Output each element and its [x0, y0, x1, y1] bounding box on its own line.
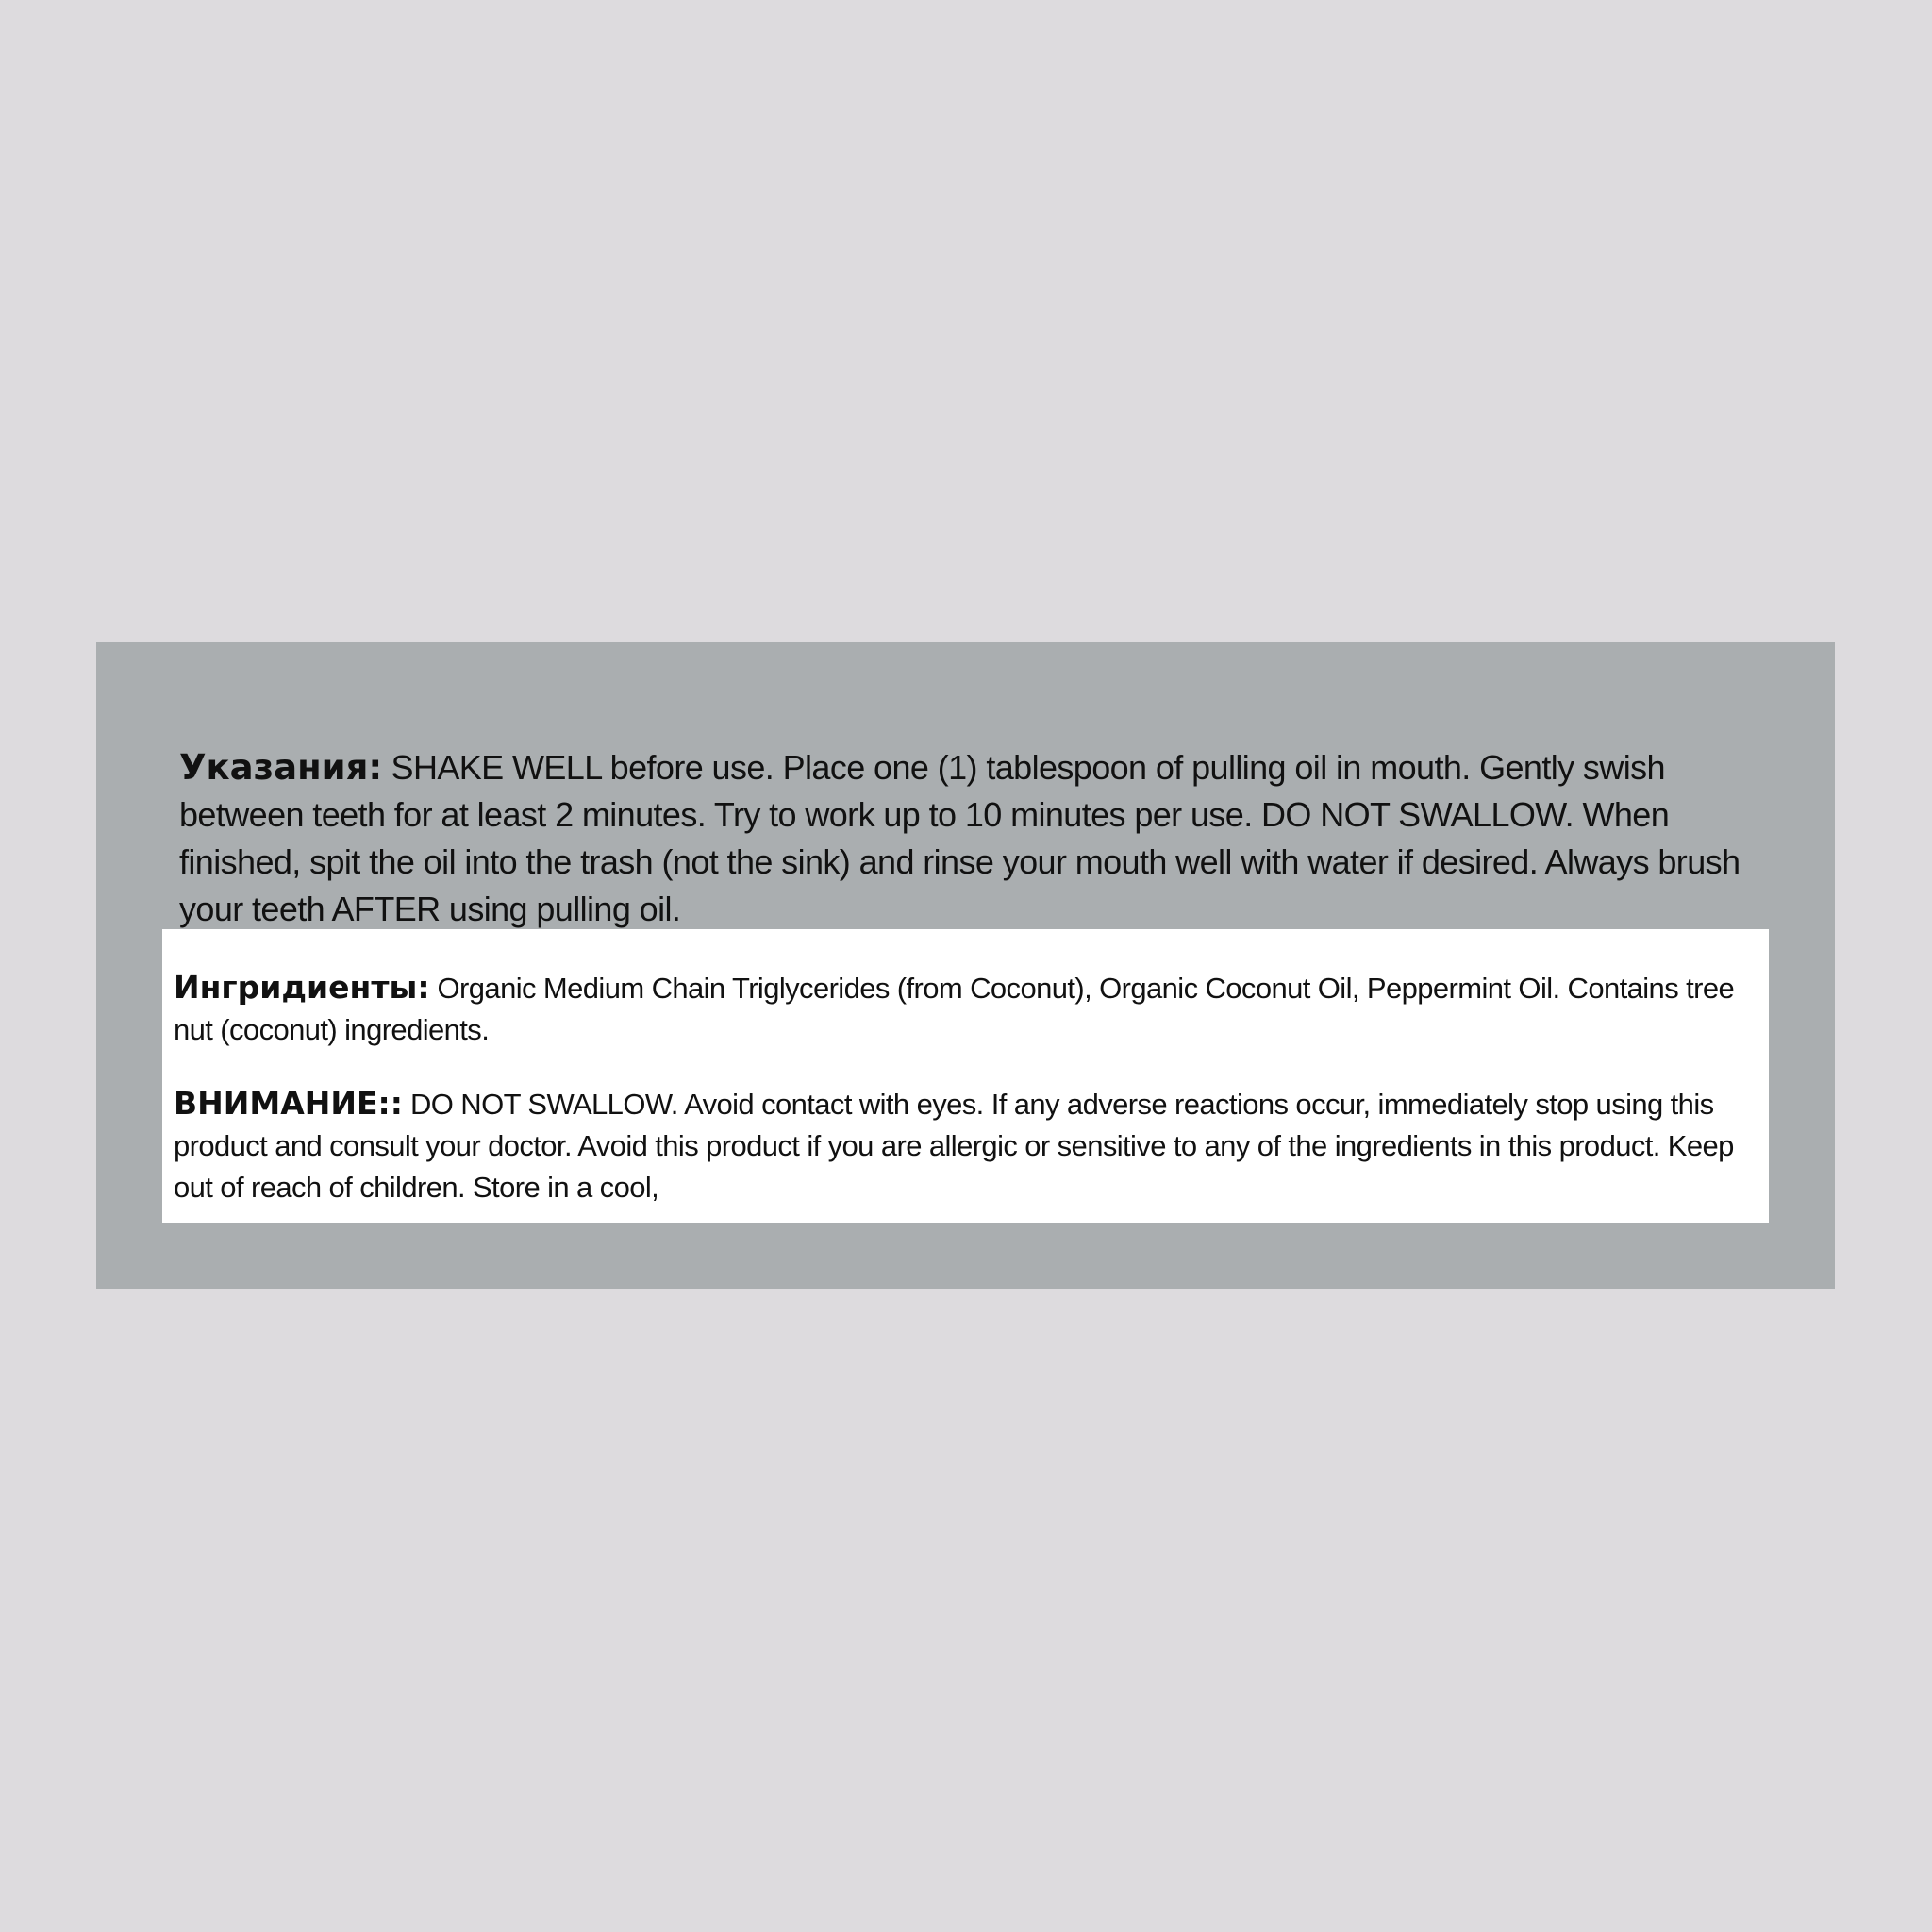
- warnings-heading: ВНИМАНИЕ::: [174, 1085, 403, 1122]
- warnings-text: DO NOT SWALLOW. Avoid contact with eyes. If any adverse reactions occur, immediately stop using this product and consult your doctor. Avoid this product if you are allergic or sensitive to any of the ingredients in this product. Keep out of reach of children. Store in a cool,: [174, 1088, 1734, 1204]
- label-panel: [96, 642, 1835, 1289]
- ingredients-text: Organic Medium Chain Triglycerides (from Coconut), Organic Coconut Oil, Peppermint Oil. Contains tree nut (coconut) ingredients.: [174, 972, 1735, 1046]
- ingredients-heading: Ингридиенты:: [174, 969, 430, 1006]
- ingredients-paragraph: [174, 967, 1757, 1051]
- warnings-paragraph: [174, 1083, 1757, 1208]
- directions-text: SHAKE WELL before use. Place one (1) tablespoon of pulling oil in mouth. Gently swish between teeth for at least 2 minutes. Try to work up to 10 minutes per use. DO NOT SWALLOW. When finished, spit the oil into the trash (not the sink) and rinse your mouth well with water if desired. Always brush your teeth AFTER using pulling oil.: [179, 748, 1740, 928]
- directions-heading: Указания:: [179, 747, 383, 788]
- directions-paragraph: [179, 744, 1783, 933]
- ingredients-warnings-box: [162, 929, 1769, 1223]
